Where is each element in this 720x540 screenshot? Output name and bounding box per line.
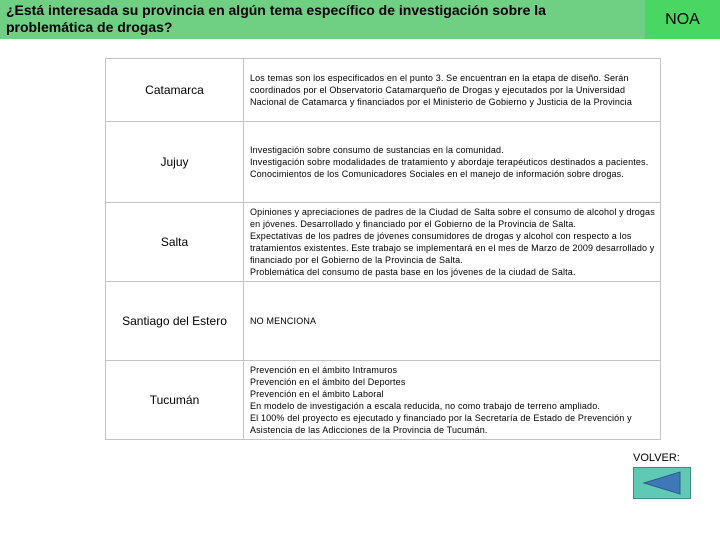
description-line: Opiniones y apreciaciones de padres de la Ciudad de Salta sobre el consumo de alcohol y drogas en jóvenes. Desarrollado y financiado por el Gobierno de la Provincia de Salta. [250, 207, 655, 229]
description-cell [244, 203, 661, 282]
province-table [105, 58, 661, 440]
description-line: Problemática del consumo de pasta base en los jóvenes de la ciudad de Salta. [250, 267, 576, 277]
region-label: NOA [645, 0, 720, 39]
description-line: El 100% del proyecto es ejecutado y financiado por la Secretaría de Estado de Prevención y Asistencia de las Adicciones de la Provincia de Tucumán. [250, 413, 632, 435]
table-row [106, 361, 661, 440]
back-button[interactable] [633, 467, 691, 499]
page-title: ¿Está interesada su provincia en algún tema específico de investigación sobre la problemática de drogas? [6, 2, 546, 35]
province-cell: Salta [106, 203, 244, 282]
description-line: Expectativas de los padres de jóvenes consumidores de drogas y alcohol con respecto a los tratamientos existentes. Este trabajo se implementará en el mes de Marzo de 2009 desarrollado y financiado por el Gobierno de la Provincia de Salta. [250, 231, 655, 265]
table-row [106, 59, 661, 122]
description-line: En modelo de investigación a escala reducida, no como trabajo de terreno ampliado. [250, 401, 601, 411]
description-line: Los temas son los especificados en el punto 3. Se encuentran en la etapa de diseño. Serán coordinados por el Observatorio Catamarqueño de Drogas y ejecutados por la Universidad Nacional de Catamarca y financiados por el Ministerio de Gobierno y Justicia de la Provincia [250, 73, 632, 107]
province-cell: Santiago del Estero [106, 282, 244, 361]
description-line: Investigación sobre consumo de sustancias en la comunidad. [250, 145, 504, 155]
province-cell: Catamarca [106, 59, 244, 122]
back-arrow-icon [640, 470, 684, 496]
table-row [106, 203, 661, 282]
description-line: Prevención en el ámbito del Deportes [250, 377, 406, 387]
description-cell [244, 361, 661, 440]
description-line: Prevención en el ámbito Laboral [250, 389, 384, 399]
province-cell: Jujuy [106, 122, 244, 203]
table-row [106, 122, 661, 203]
description-cell [244, 122, 661, 203]
description-line: Prevención en el ámbito Intramuros [250, 365, 398, 375]
province-cell: Tucumán [106, 361, 244, 440]
description-line: NO MENCIONA [250, 316, 317, 326]
description-cell [244, 59, 661, 122]
volver-label: VOLVER: [633, 452, 680, 464]
description-cell [244, 282, 661, 361]
table-row [106, 282, 661, 361]
description-line: Conocimientos de los Comunicadores Sociales en el manejo de información sobre drogas. [250, 169, 624, 179]
description-line: Investigación sobre modalidades de tratamiento y abordaje terapéuticos destinados a pacientes. [250, 157, 649, 167]
